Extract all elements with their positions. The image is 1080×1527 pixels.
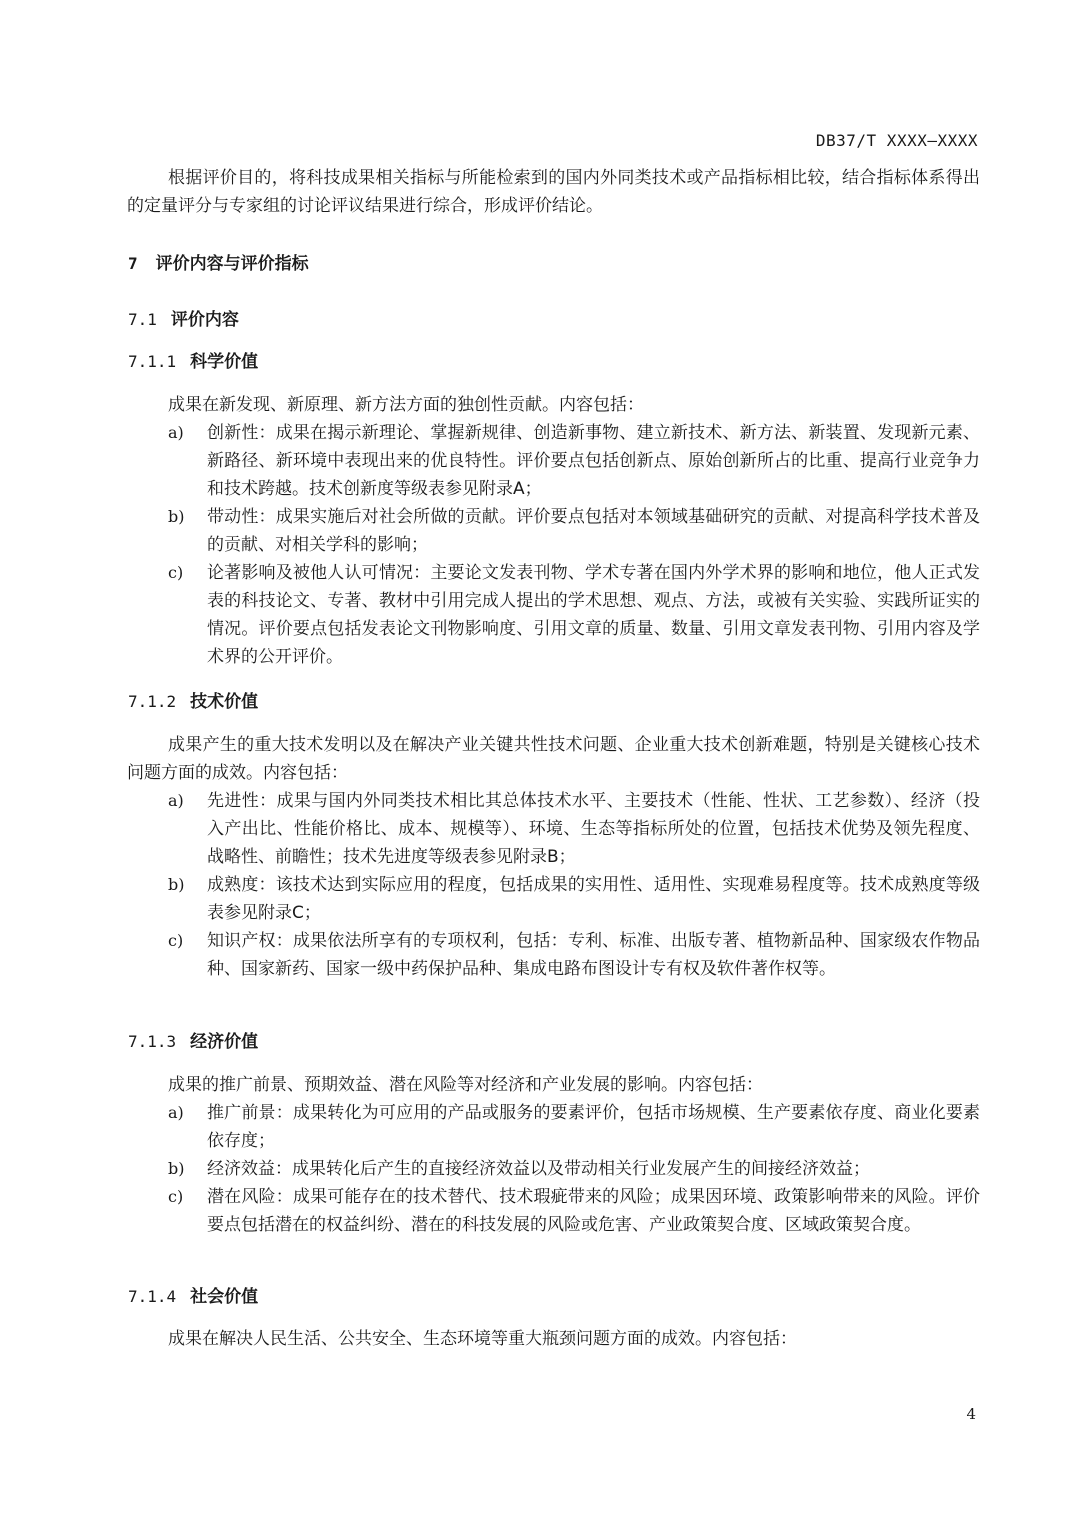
section-7-1-2-lead: 成果产生的重大技术发明以及在解决产业关键共性技术问题、企业重大技术创新难题，特别是关键核心技术问题方面的成效。内容包括：	[127, 735, 980, 783]
list-marker: b)	[168, 507, 185, 526]
section-title: 技术价值	[190, 692, 259, 712]
section-number: 7.1.4	[128, 1287, 177, 1306]
list-item	[127, 503, 980, 559]
list-marker: a)	[168, 791, 184, 810]
section-number: 7.1.1	[128, 352, 177, 371]
list-marker: b)	[168, 1159, 185, 1178]
section-number: 7.1.3	[128, 1032, 177, 1051]
list-item	[127, 559, 980, 671]
chapter-number: 7	[128, 254, 138, 273]
list-item	[127, 871, 980, 927]
list-item-text: 成熟度：该技术达到实际应用的程度，包括成果的实用性、适用性、实现难易程度等。技术成熟度等级表参见附录C；	[207, 875, 980, 923]
section-7-1-3-heading	[128, 1028, 258, 1056]
list-item-text: 先进性：成果与国内外同类技术相比其总体技术水平、主要技术（性能、性状、工艺参数）、经济（投入产出比、性能价格比、成本、规模等）、环境、生态等指标所处的位置，包括技术优势及领先程度、战略性、前瞻性；技术先进度等级表参见附录B；	[207, 791, 980, 867]
section-7-1-2-heading	[128, 688, 258, 716]
page-number: 4	[966, 1405, 976, 1423]
section-7-1-1-list	[127, 419, 980, 671]
list-marker: c)	[168, 1187, 184, 1206]
list-item	[127, 419, 980, 503]
section-7-1-4-heading	[128, 1283, 258, 1311]
list-item-text: 创新性：成果在揭示新理论、掌握新规律、创造新事物、建立新技术、新方法、新装置、发现新元素、新路径、新环境中表现出来的优良特性。评价要点包括创新点、原始创新所占的比重、提高行业竞争力和技术跨越。技术创新度等级表参见附录A；	[207, 423, 980, 499]
list-marker: c)	[168, 931, 184, 950]
list-item	[127, 1183, 980, 1239]
document-code: DB37/T XXXX—XXXX	[815, 131, 978, 150]
section-title: 评价内容	[170, 310, 239, 330]
section-7-1-2-list	[127, 787, 980, 983]
section-title: 科学价值	[190, 352, 259, 372]
section-number: 7.1.2	[128, 692, 177, 711]
list-item-text: 知识产权：成果依法所享有的专项权利，包括：专利、标准、出版专著、植物新品种、国家级农作物品种、国家新药、国家一级中药保护品种、集成电路布图设计专有权及软件著作权等。	[207, 931, 980, 979]
list-marker: b)	[168, 875, 185, 894]
section-title: 经济价值	[190, 1032, 259, 1052]
list-marker: c)	[168, 563, 184, 582]
list-item	[127, 1155, 980, 1183]
chapter-title: 评价内容与评价指标	[155, 254, 309, 274]
section-7-1-3-lead: 成果的推广前景、预期效益、潜在风险等对经济和产业发展的影响。内容包括：	[168, 1075, 763, 1095]
list-item-text: 潜在风险：成果可能存在的技术替代、技术瑕疵带来的风险；成果因环境、政策影响带来的风险。评价要点包括潜在的权益纠纷、潜在的科技发展的风险或危害、产业政策契合度、区域政策契合度。	[207, 1187, 980, 1235]
list-marker: a)	[168, 423, 184, 442]
list-item	[127, 927, 980, 983]
section-7-1-1-lead: 成果在新发现、新原理、新方法方面的独创性贡献。内容包括：	[168, 395, 644, 415]
section-7-1-heading	[128, 306, 239, 334]
intro-paragraph: 根据评价目的，将科技成果相关指标与所能检索到的国内外同类技术或产品指标相比较，结合指标体系得出的定量评分与专家组的讨论评议结果进行综合，形成评价结论。	[127, 168, 980, 216]
list-item	[127, 1099, 980, 1155]
section-7-1-4-lead: 成果在解决人民生活、公共安全、生态环境等重大瓶颈问题方面的成效。内容包括：	[168, 1329, 797, 1349]
list-item-text: 论著影响及被他人认可情况：主要论文发表刊物、学术专著在国内外学术界的影响和地位，他人正式发表的科技论文、专著、教材中引用完成人提出的学术思想、观点、方法，或被有关实验、实践所证实的情况。评价要点包括发表论文刊物影响度、引用文章的质量、数量、引用文章发表刊物、引用内容及学术界的公开评价。	[207, 563, 980, 667]
section-title: 社会价值	[190, 1287, 259, 1307]
chapter-heading	[128, 250, 309, 278]
section-number: 7.1	[128, 310, 157, 329]
list-item	[127, 787, 980, 871]
list-item-text: 推广前景：成果转化为可应用的产品或服务的要素评价，包括市场规模、生产要素依存度、商业化要素依存度；	[207, 1103, 980, 1151]
section-7-1-3-list	[127, 1099, 980, 1239]
list-item-text: 带动性：成果实施后对社会所做的贡献。评价要点包括对本领域基础研究的贡献、对提高科学技术普及的贡献、对相关学科的影响；	[207, 507, 980, 555]
list-marker: a)	[168, 1103, 184, 1122]
section-7-1-1-heading	[128, 348, 258, 376]
list-item-text: 经济效益：成果转化后产生的直接经济效益以及带动相关行业发展产生的间接经济效益；	[207, 1159, 870, 1179]
